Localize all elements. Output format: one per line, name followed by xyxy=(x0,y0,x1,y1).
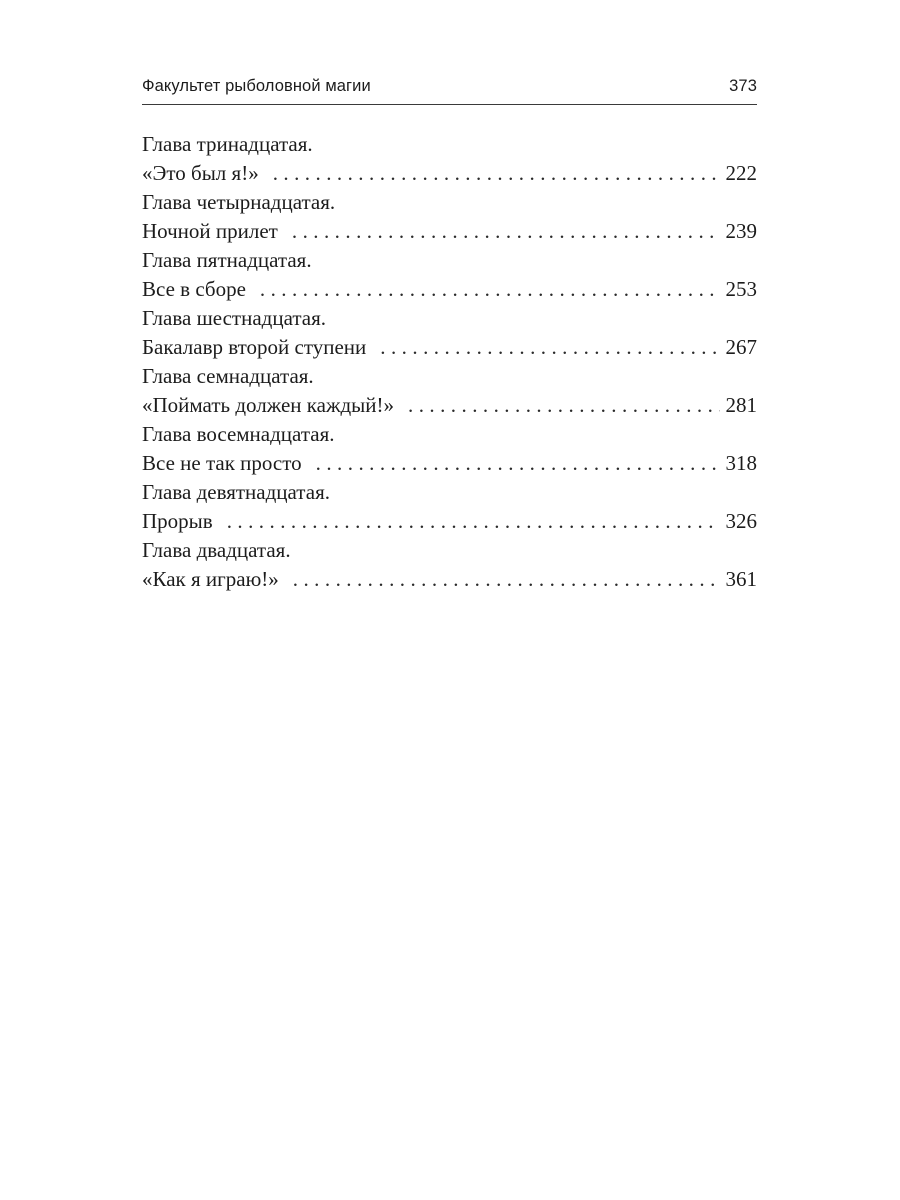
dot-leader xyxy=(273,159,720,188)
toc-chapter-label: Глава девятнадцатая. xyxy=(142,480,330,504)
table-of-contents xyxy=(142,130,757,594)
toc-page-number: 326 xyxy=(725,509,757,533)
toc-chapter-title: Бакалавр второй ступени xyxy=(142,335,367,359)
toc-title-line xyxy=(142,217,757,246)
toc-title-line xyxy=(142,565,757,594)
dot-leader xyxy=(292,217,720,246)
toc-chapter-label: Глава шестнадцатая. xyxy=(142,306,327,330)
toc-title-line xyxy=(142,275,757,304)
dot-leader xyxy=(316,449,720,478)
dot-leader xyxy=(260,275,720,304)
toc-chapter-title: Ночной прилет xyxy=(142,219,278,243)
toc-entry xyxy=(142,362,757,420)
toc-title-line xyxy=(142,449,757,478)
running-head-title: Факультет рыболовной магии xyxy=(142,77,371,95)
toc-page-number: 318 xyxy=(725,451,757,475)
dot-leader xyxy=(408,391,720,420)
dot-leader xyxy=(293,565,720,594)
toc-page-number: 239 xyxy=(725,219,757,243)
toc-page-number: 267 xyxy=(725,335,757,359)
toc-chapter-title: «Поймать должен каждый!» xyxy=(142,393,394,417)
toc-entry xyxy=(142,188,757,246)
toc-chapter-label: Глава двадцатая. xyxy=(142,538,291,562)
toc-entry xyxy=(142,130,757,188)
toc-chapter-label: Глава восемнадцатая. xyxy=(142,422,335,446)
running-head xyxy=(142,76,757,102)
toc-chapter-label: Глава пятнадцатая. xyxy=(142,248,312,272)
toc-entry xyxy=(142,246,757,304)
toc-title-line xyxy=(142,391,757,420)
toc-entry xyxy=(142,420,757,478)
toc-page-number: 361 xyxy=(725,567,757,591)
toc-entry xyxy=(142,304,757,362)
toc-chapter-title: «Это был я!» xyxy=(142,161,259,185)
dot-leader xyxy=(380,333,719,362)
page-number: 373 xyxy=(729,77,757,95)
header-rule xyxy=(142,104,757,105)
toc-chapter-title: Прорыв xyxy=(142,509,213,533)
toc-chapter-title: «Как я играю!» xyxy=(142,567,279,591)
toc-title-line xyxy=(142,507,757,536)
toc-chapter-label: Глава семнадцатая. xyxy=(142,364,314,388)
toc-entry xyxy=(142,536,757,594)
toc-title-line xyxy=(142,159,757,188)
toc-chapter-label: Глава четырнадцатая. xyxy=(142,190,336,214)
toc-title-line xyxy=(142,333,757,362)
dot-leader xyxy=(227,507,720,536)
toc-page-number: 253 xyxy=(725,277,757,301)
toc-chapter-title: Все в сборе xyxy=(142,277,246,301)
toc-chapter-label: Глава тринадцатая. xyxy=(142,132,313,156)
toc-page-number: 222 xyxy=(725,161,757,185)
toc-chapter-title: Все не так просто xyxy=(142,451,302,475)
toc-page-number: 281 xyxy=(725,393,757,417)
toc-entry xyxy=(142,478,757,536)
